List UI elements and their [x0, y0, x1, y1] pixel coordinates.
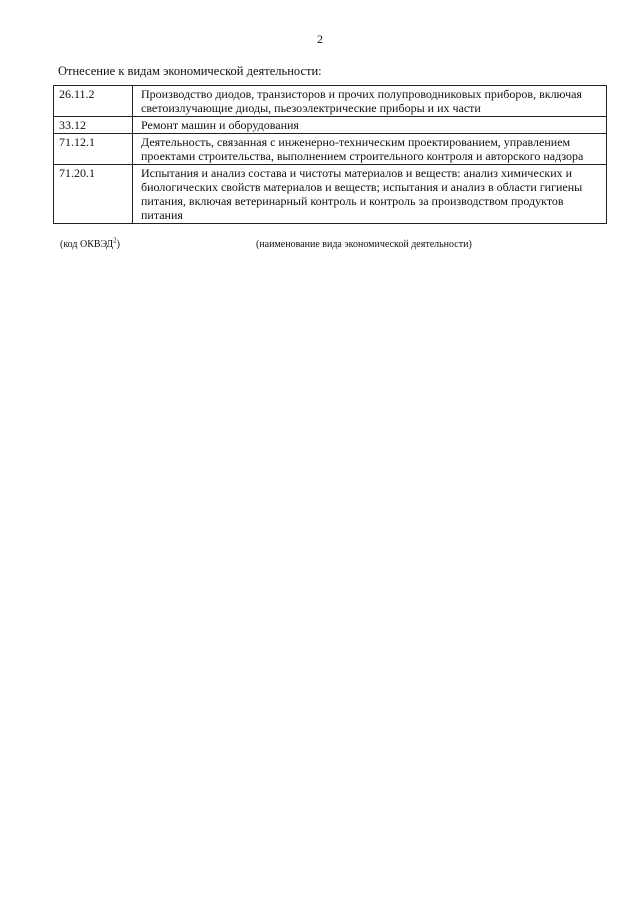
- table-row: [54, 165, 607, 224]
- table-row: [54, 86, 607, 117]
- code-caption-close: ): [116, 239, 120, 250]
- section-title: Отнесение к видам экономической деятельности:: [58, 64, 322, 78]
- okved-code: 71.20.1: [54, 165, 133, 224]
- code-column-caption: [60, 236, 120, 251]
- okved-table: [53, 85, 607, 224]
- activity-description: Производство диодов, транзисторов и прочих полупроводниковых приборов, включая светоизлучающие диоды, пьезоэлектрические приборы и их части: [133, 86, 607, 117]
- code-caption-label: (код ОКВЭД: [60, 239, 114, 250]
- table-row: [54, 134, 607, 165]
- okved-code: 26.11.2: [54, 86, 133, 117]
- okved-code: 71.12.1: [54, 134, 133, 165]
- okved-code: 33.12: [54, 117, 133, 134]
- name-column-caption: (наименование вида экономической деятельности): [256, 239, 472, 250]
- activity-description: Испытания и анализ состава и чистоты материалов и веществ: анализ химических и биологических свойств материалов и веществ; испытания и анализ в области гигиены питания, включая ветеринарный контроль и контроль за производством продуктов питания: [133, 165, 607, 224]
- activity-description: Ремонт машин и оборудования: [133, 117, 607, 134]
- activity-description: Деятельность, связанная с инженерно-техническим проектированием, управлением проектами строительства, выполнением строительного контроля и авторского надзора: [133, 134, 607, 165]
- page-number: 2: [317, 32, 323, 46]
- table-row: [54, 117, 607, 134]
- footnote-marker: 2: [113, 236, 117, 245]
